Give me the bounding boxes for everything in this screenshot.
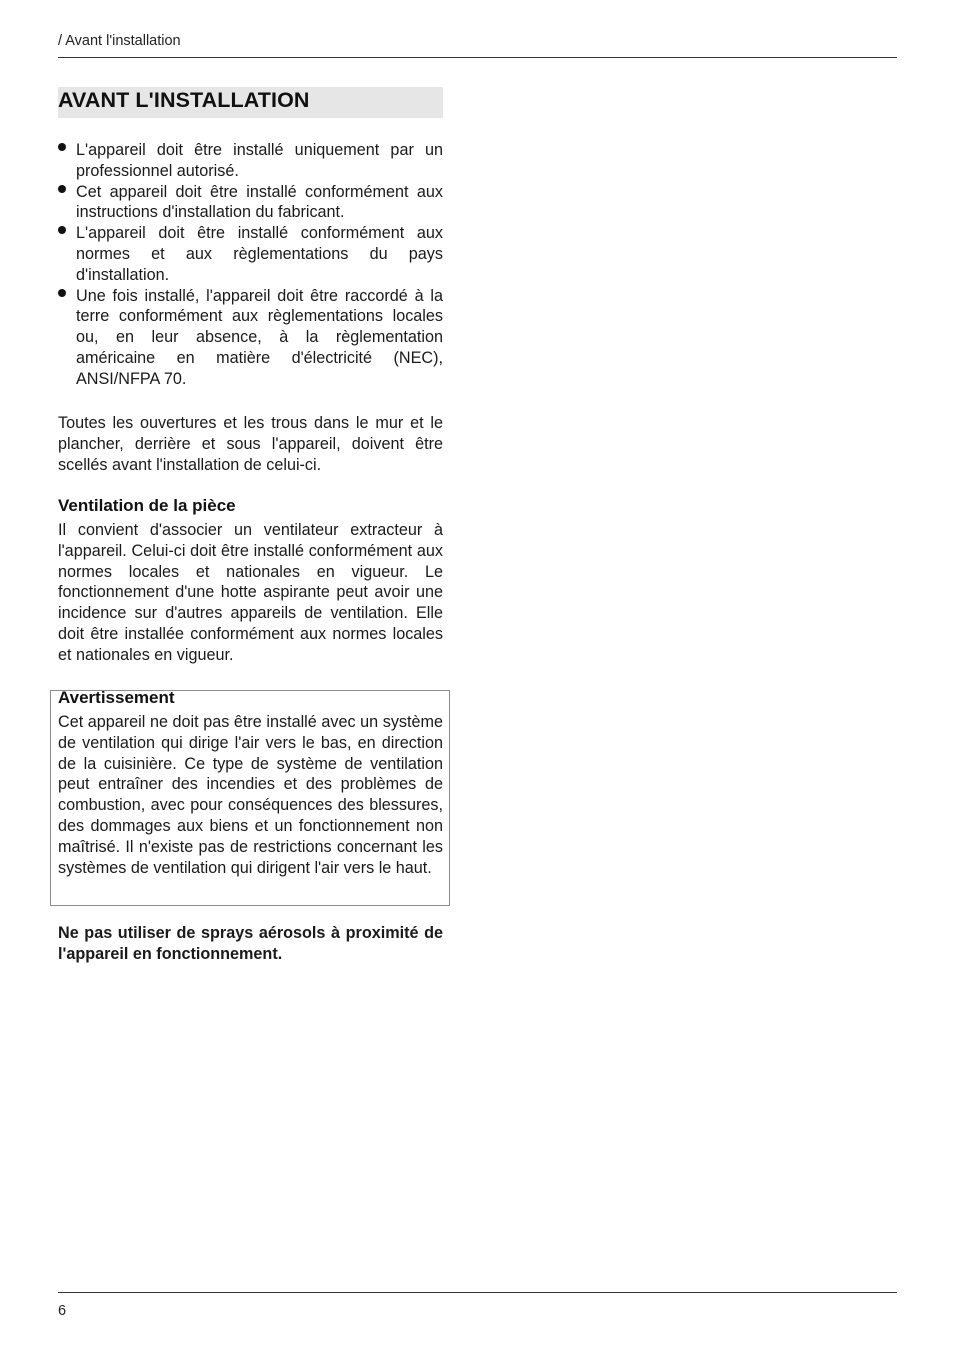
page-number: 6 (58, 1303, 67, 1319)
header-divider (58, 57, 897, 58)
warning-title: Avertissement (58, 688, 175, 707)
list-item (58, 223, 443, 285)
aerosol-note: Ne pas utiliser de sprays aérosols à proximité de l'appareil en fonctionnement. (58, 924, 443, 963)
warning-body: Cet appareil ne doit pas être installé avec un système de ventilation qui dirige l'air vers le bas, en direction de la cuisinière. Ce type de système de ventilation peut entraîner des incendies et des problèmes de combustion, avec pour conséquences des blessures, des dommages aux biens et un fonctionnement non maîtrisé. Il n'existe pas de restrictions concernant les systèmes de ventilation qui dirigent l'air vers le haut. (58, 713, 443, 877)
list-item-text: Une fois installé, l'appareil doit être raccordé à la terre conformément aux règlementations locales ou, en leur absence, à la règlementation américaine en matière d'électricité (NEC), ANSI/NFPA 70. (76, 286, 443, 388)
list-item (58, 182, 443, 224)
footer-divider (58, 1292, 897, 1293)
list-item-text: L'appareil doit être installé conformément aux normes et aux règlementations du pays d'installation. (76, 224, 443, 284)
section-title-bar (58, 87, 443, 118)
openings-paragraph: Toutes les ouvertures et les trous dans le mur et le plancher, derrière et sous l'appareil, doivent être scellés avant l'installation de celui-ci. (58, 414, 443, 474)
breadcrumb: / Avant l'installation (58, 33, 181, 49)
ventilation-paragraph: Il convient d'associer un ventilateur extracteur à l'appareil. Celui-ci doit être installé conformément aux normes locales et nationales en vigueur. Le fonctionnement d'une hotte aspirante peut avoir une incidence sur d'autres appareils de ventilation. Elle doit être installée conformément aux normes locales et nationales en vigueur. (58, 521, 443, 664)
ventilation-heading: Ventilation de la pièce (58, 496, 236, 515)
list-item (58, 140, 443, 182)
bullet-icon (58, 289, 66, 297)
bullet-icon (58, 185, 66, 193)
list-item-text: Cet appareil doit être installé conformément aux instructions d'installation du fabricant. (76, 182, 443, 222)
bullet-icon (58, 226, 66, 234)
bullet-icon (58, 143, 66, 151)
page-title: AVANT L'INSTALLATION (58, 88, 310, 112)
requirements-list (58, 140, 443, 390)
list-item (58, 286, 443, 390)
list-item-text: L'appareil doit être installé uniquement par un professionnel autorisé. (76, 141, 443, 180)
